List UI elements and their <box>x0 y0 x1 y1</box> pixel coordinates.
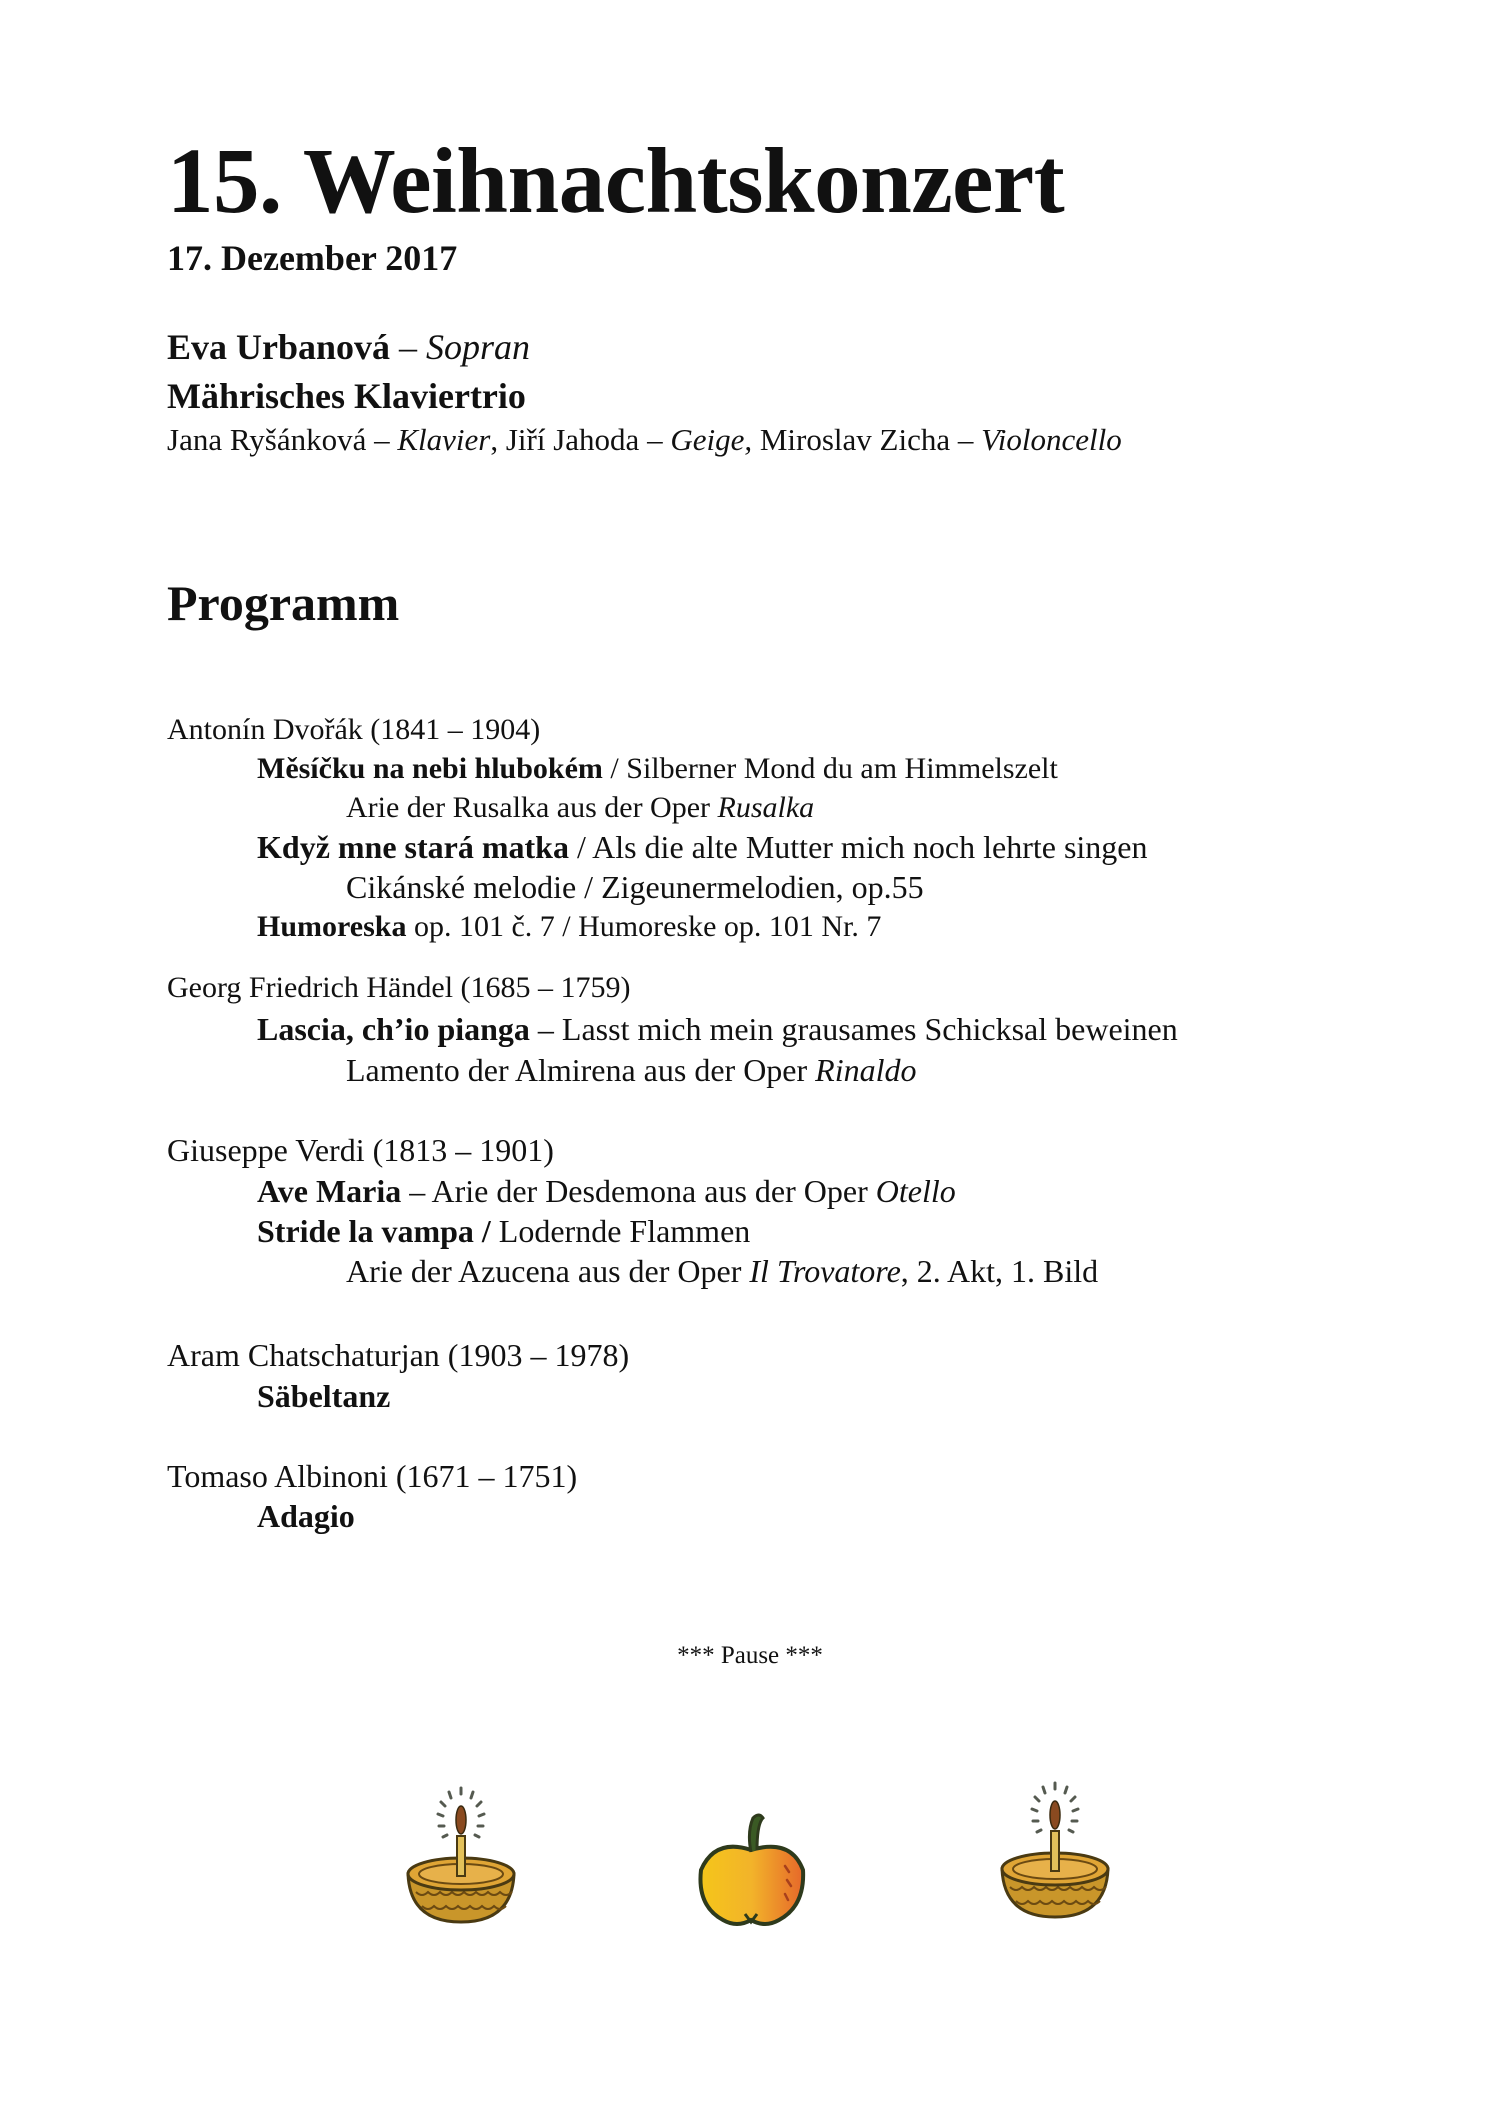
work-title: Lascia, ch’io pianga <box>257 1011 530 1047</box>
work-item <box>257 912 881 942</box>
work-title: Adagio <box>257 1498 355 1534</box>
opera-title: Il Trovatore <box>749 1253 901 1289</box>
apple-body <box>700 1847 803 1924</box>
composer-dvorak: Antonín Dvořák (1841 – 1904) <box>167 713 541 746</box>
member-name: Jiří Jahoda <box>505 422 640 457</box>
candle-basket-icon <box>994 1777 1116 1923</box>
note-text: Arie der Rusalka aus der Oper <box>346 791 718 824</box>
concert-date: 17. Dezember 2017 <box>167 238 458 278</box>
work-title: Měsíčku na nebi hlubokém <box>257 752 603 785</box>
work-note <box>346 871 924 903</box>
composer-albinoni: Tomaso Albinoni (1671 – 1751) <box>167 1458 578 1494</box>
work-item <box>257 1013 1178 1045</box>
work-title: Ave Maria <box>257 1173 402 1209</box>
program-heading: Programm <box>167 575 400 631</box>
ensemble-name: Mährisches Klaviertrio <box>167 376 526 416</box>
ensemble-members <box>167 424 1122 455</box>
member-role: Geige, <box>670 422 753 457</box>
flame <box>456 1806 466 1834</box>
apple-icon <box>693 1810 811 1928</box>
composer-chatschaturjan: Aram Chatschaturjan (1903 – 1978) <box>167 1337 630 1373</box>
separator: , <box>490 422 506 457</box>
separator: – <box>366 422 398 457</box>
work-translation: / Als die alte Mutter mich noch lehrte singen <box>568 829 1148 865</box>
work-translation: Lodernde Flammen <box>490 1213 751 1249</box>
work-title: Stride la vampa / <box>257 1213 491 1249</box>
work-item <box>257 1175 956 1207</box>
work-note <box>346 793 814 823</box>
composer-handel: Georg Friedrich Händel (1685 – 1759) <box>167 971 631 1004</box>
concert-title: 15. Weihnachtskonzert <box>167 130 1065 233</box>
work-item <box>257 831 1148 863</box>
work-note <box>346 1054 916 1086</box>
work-item <box>257 1500 355 1532</box>
work-title: Säbeltanz <box>257 1378 391 1414</box>
soloist-name: Eva Urbanová <box>167 327 391 367</box>
work-translation: – Lasst mich mein grausames Schicksal beweinen <box>529 1011 1178 1047</box>
note-text: Lamento der Almirena aus der Oper <box>346 1052 816 1088</box>
work-note <box>346 1255 1098 1287</box>
member-name: Miroslav Zicha <box>759 422 951 457</box>
opera-title: Otello <box>875 1173 956 1209</box>
work-title: Humoreska <box>257 910 407 943</box>
soloist-line <box>167 329 530 365</box>
work-title: Když mne stará matka <box>257 829 569 865</box>
separator: – <box>639 422 671 457</box>
soloist-role: Sopran <box>426 327 531 367</box>
opera-title: Rusalka <box>717 791 815 824</box>
candle-basket-icon <box>400 1782 522 1928</box>
member-role: Violoncello <box>981 422 1122 457</box>
member-role: Klavier <box>397 422 491 457</box>
separator: – <box>390 327 427 367</box>
composer-verdi: Giuseppe Verdi (1813 – 1901) <box>167 1132 554 1168</box>
separator <box>752 422 760 457</box>
work-translation: op. 101 č. 7 / Humoreske op. 101 Nr. 7 <box>406 910 882 943</box>
separator: – <box>950 422 982 457</box>
work-item <box>257 1380 390 1412</box>
work-translation: – Arie der Desdemona aus der Oper <box>401 1173 876 1209</box>
work-item <box>257 754 1058 784</box>
note-text: Cikánské melodie / Zigeunermelodien, op.55 <box>346 869 924 905</box>
work-translation: / Silberner Mond du am Himmelszelt <box>602 752 1058 785</box>
note-tail: , 2. Akt, 1. Bild <box>900 1253 1099 1289</box>
member-name: Jana Ryšánková <box>167 422 367 457</box>
opera-title: Rinaldo <box>815 1052 917 1088</box>
intermission-label: *** Pause *** <box>677 1642 823 1669</box>
work-item <box>257 1215 750 1247</box>
note-text: Arie der Azucena aus der Oper <box>346 1253 750 1289</box>
flame <box>1050 1801 1060 1829</box>
